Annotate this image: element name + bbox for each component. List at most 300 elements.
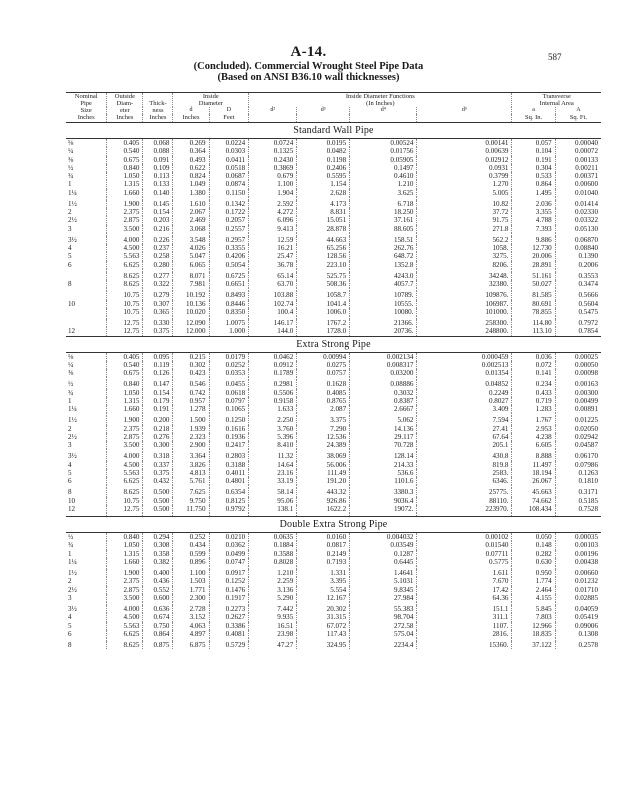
table-cell: 1.315 — [107, 180, 143, 188]
table-cell: 6.096 — [249, 216, 297, 224]
table-cell: 2.036 — [512, 200, 555, 208]
table-cell: 3380.3 — [350, 488, 417, 496]
table-row — [66, 361, 601, 369]
table-cell: 0.1810 — [555, 477, 601, 485]
table-cell: 0.00371 — [555, 172, 601, 180]
section-header — [66, 123, 601, 139]
table-cell: 536.6 — [350, 469, 417, 477]
table-cell: 0.307 — [143, 300, 173, 308]
table-cell: 33.19 — [249, 477, 297, 485]
header-nominal: Nominal Pipe Size — [74, 93, 98, 114]
table-cell: 63.70 — [249, 280, 297, 288]
table-row — [66, 577, 601, 585]
table-cell: 2.375 — [107, 577, 143, 585]
table-cell: 1.660 — [107, 558, 143, 566]
table-cell: 0.382 — [143, 558, 173, 566]
table-cell: 8.071 — [173, 272, 209, 280]
table-cell: 4.000 — [107, 452, 143, 460]
table-cell: 0.375 — [143, 327, 173, 336]
table-cell: 2.067 — [173, 208, 209, 216]
table-row — [66, 327, 601, 336]
table-cell: 0.0874 — [209, 180, 249, 188]
table-cell: 0.154 — [143, 389, 173, 397]
table-cell: 1107. — [417, 622, 512, 630]
table-cell: 3.500 — [107, 441, 143, 449]
table-cell: 4.238 — [512, 433, 555, 441]
table-cell: 0.8446 — [209, 300, 249, 308]
table-cell: 1352.8 — [350, 261, 417, 269]
table-cell: 0.0275 — [297, 361, 350, 369]
table-cell: 0.599 — [173, 550, 209, 558]
table-cell: 0.6725 — [209, 272, 249, 280]
table-cell: 0.07986 — [555, 461, 601, 469]
table-cell: 0.08840 — [555, 244, 601, 252]
table-cell: 15.051 — [297, 216, 350, 224]
table-cell: 6.065 — [173, 261, 209, 269]
table-cell: 70.728 — [350, 441, 417, 449]
table-cell: 12 — [68, 504, 76, 513]
table-cell: 100.4 — [249, 308, 297, 316]
table-cell: 0.436 — [143, 577, 173, 585]
table-cell: 0.05905 — [350, 156, 417, 164]
table-cell: 5.1031 — [350, 577, 417, 585]
table-cell: 0.002134 — [350, 352, 417, 361]
table-cell: ¾ — [68, 172, 74, 180]
table-cell: 10 — [68, 299, 76, 308]
table-cell: 10.82 — [417, 200, 512, 208]
table-cell: 191.20 — [297, 477, 350, 485]
table-cell: 1.939 — [173, 425, 209, 433]
table-cell: 1.900 — [107, 200, 143, 208]
table-cell: 0.00994 — [297, 352, 350, 361]
table-cell: 0.01040 — [555, 189, 601, 197]
table-cell: 4.063 — [173, 622, 209, 630]
table-cell: 0.864 — [512, 180, 555, 188]
table-cell: 113.10 — [512, 327, 555, 336]
table-cell: 3.409 — [417, 405, 512, 413]
table-cell: 0.1325 — [249, 147, 297, 155]
table-cell: 20736. — [350, 327, 417, 336]
table-cell: 29.117 — [350, 433, 417, 441]
table-cell: 2½ — [68, 585, 77, 594]
table-cell: 0.00102 — [417, 533, 512, 542]
table-cell: 0.4081 — [209, 630, 249, 638]
table-cell: 10.75 — [107, 497, 143, 505]
table-cell: 7.393 — [512, 225, 555, 233]
table-cell: 128.14 — [350, 452, 417, 460]
table-cell: 3.355 — [512, 208, 555, 216]
table-cell: 0.365 — [143, 308, 173, 316]
table-cell: 144.0 — [249, 327, 297, 336]
table-cell: 0.0635 — [249, 533, 297, 542]
table-cell: 0.0462 — [249, 352, 297, 361]
table-cell: 10.192 — [173, 291, 209, 299]
table-cell: 12.090 — [173, 319, 209, 327]
table-cell: 0.358 — [143, 550, 173, 558]
table-cell: 0.0499 — [209, 550, 249, 558]
table-cell: 9.935 — [249, 613, 297, 621]
table-cell: 0.179 — [143, 397, 173, 405]
table-cell: 0.00438 — [555, 558, 601, 566]
table-cell: 2.259 — [249, 577, 297, 585]
table-cell: ¾ — [68, 388, 74, 397]
unit — [350, 114, 417, 123]
table-cell: 0.824 — [173, 172, 209, 180]
table-cell: 8 — [68, 488, 72, 497]
table-cell: 27.984 — [350, 594, 417, 602]
table-cell: 0.896 — [173, 558, 209, 566]
table-cell: 0.375 — [143, 469, 173, 477]
table-cell: 0.5475 — [555, 308, 601, 316]
table-cell: 5 — [68, 468, 72, 477]
table-cell: 0.0724 — [249, 139, 297, 148]
table-cell: 5.554 — [297, 586, 350, 594]
table-cell: 0.3553 — [555, 272, 601, 280]
table-row — [66, 156, 601, 164]
table-cell: 0.133 — [143, 180, 173, 188]
table-cell — [66, 319, 107, 327]
table-cell: 3.548 — [173, 236, 209, 244]
table-cell: 4.788 — [512, 216, 555, 224]
table-cell: 0.036 — [512, 352, 555, 361]
sub-d3: d³ — [297, 107, 350, 114]
table-cell: 0.0303 — [209, 147, 249, 155]
table-cell: 88.605 — [350, 225, 417, 233]
table-cell: 0.282 — [512, 550, 555, 558]
section-title: Standard Wall Pipe — [66, 123, 601, 139]
table-cell: 0.300 — [143, 441, 173, 449]
table-cell: 0.9158 — [249, 397, 297, 405]
table-cell: 0.0687 — [209, 172, 249, 180]
table-cell: ½ — [68, 533, 74, 541]
table-cell: 0.215 — [173, 352, 209, 361]
table-subtitle: (Based on ANSI B36.10 wall thicknesses) — [217, 72, 400, 83]
table-cell: 28.878 — [297, 225, 350, 233]
table-cell: 111.49 — [297, 469, 350, 477]
table-cell: 0.00891 — [555, 405, 601, 413]
table-cell: 3.625 — [350, 189, 417, 197]
table-cell: 0.6651 — [209, 280, 249, 288]
table-cell: 65.14 — [249, 272, 297, 280]
table-cell: 2.900 — [173, 441, 209, 449]
table-cell: 1.210 — [249, 569, 297, 577]
table-cell: 443.32 — [297, 488, 350, 496]
table-cell: 0.0362 — [209, 541, 249, 549]
table-cell: 0.8765 — [297, 397, 350, 405]
table-cell: 0.148 — [512, 541, 555, 549]
table-cell: 5.563 — [107, 252, 143, 260]
table-cell: 0.0817 — [297, 541, 350, 549]
table-cell: 114.80 — [512, 319, 555, 327]
table-cell: 0.840 — [107, 380, 143, 388]
table-cell: 3.152 — [173, 613, 209, 621]
table-cell: 3½ — [68, 235, 77, 244]
table-cell: 4 — [68, 244, 72, 252]
table-cell: 6.718 — [350, 200, 417, 208]
table-cell: 9.8345 — [350, 586, 417, 594]
table-cell: 2.592 — [249, 200, 297, 208]
page-number: 587 — [548, 52, 562, 62]
table-cell: 0.00025 — [555, 352, 601, 361]
table-cell: 0.140 — [143, 189, 173, 197]
table-row — [66, 605, 601, 613]
table-cell: 4 — [68, 613, 72, 622]
table-row — [66, 216, 601, 224]
table-cell: 14.64 — [249, 461, 297, 469]
table-cell: 0.5604 — [555, 300, 601, 308]
table-cell: 0.630 — [512, 558, 555, 566]
section-header — [66, 517, 601, 533]
table-cell: 34248. — [417, 272, 512, 280]
table-cell: 3.136 — [249, 586, 297, 594]
table-cell: 0.109 — [143, 164, 173, 172]
table-row — [66, 558, 601, 566]
table-cell: 2.628 — [297, 189, 350, 197]
table-cell: 0.280 — [143, 261, 173, 269]
table-cell: ⅛ — [68, 352, 74, 361]
table-cell: 31.315 — [297, 613, 350, 621]
table-cell: 0.3188 — [209, 461, 249, 469]
table-cell: 2583. — [417, 469, 512, 477]
table-row — [66, 550, 601, 558]
table-cell: 7.670 — [417, 577, 512, 585]
table-cell: 12.966 — [512, 622, 555, 630]
unit: Inches — [143, 114, 173, 123]
table-cell: 0.237 — [143, 244, 173, 252]
table-cell: 0.0797 — [209, 397, 249, 405]
table-cell: 248800. — [417, 327, 512, 336]
table-cell: 1.904 — [249, 189, 297, 197]
table-cell: 0.675 — [107, 156, 143, 164]
table-cell: 0.3869 — [249, 164, 297, 172]
table-cell: 1.278 — [173, 405, 209, 413]
table-cell: 0.00499 — [555, 397, 601, 405]
table-cell: 0.2957 — [209, 236, 249, 244]
table-cell: 3 — [68, 224, 72, 233]
table-cell: 0.226 — [143, 236, 173, 244]
table-cell: 7.803 — [512, 613, 555, 621]
table-cell: 2.250 — [249, 416, 297, 424]
table-cell: 0.0518 — [209, 164, 249, 172]
table-cell: 0.000459 — [417, 352, 512, 361]
table-row — [66, 380, 601, 388]
table-cell: 0.1198 — [297, 156, 350, 164]
table-cell: 3.375 — [297, 416, 350, 424]
table-cell: 101000. — [417, 308, 512, 316]
table-cell: 10789. — [350, 291, 417, 299]
header-thickness: Thick- ness — [143, 93, 173, 114]
sub-D: D — [209, 107, 249, 114]
table-row — [66, 630, 601, 638]
table-cell: 4.000 — [107, 605, 143, 613]
table-cell: 0.1789 — [249, 369, 297, 377]
table-cell: 7.981 — [173, 280, 209, 288]
table-cell: 223.10 — [297, 261, 350, 269]
table-cell: 128.56 — [297, 252, 350, 260]
sub-d5: d⁵ — [417, 107, 512, 114]
table-cell: 65.256 — [297, 244, 350, 252]
table-cell: 2.323 — [173, 433, 209, 441]
table-cell: 0.072 — [512, 361, 555, 369]
table-cell: 1.4641 — [350, 569, 417, 577]
table-row — [66, 389, 601, 397]
table-cell: 0.091 — [143, 156, 173, 164]
table-cell: 0.0210 — [209, 533, 249, 542]
table-cell: 0.1065 — [209, 405, 249, 413]
table-row — [66, 369, 601, 377]
table-cell: 3.364 — [173, 452, 209, 460]
table-cell: 0.00098 — [555, 369, 601, 377]
table-title: (Concluded). Commercial Wrought Steel Pipe Data — [193, 61, 424, 72]
table-cell: 0.252 — [173, 533, 209, 542]
table-cell: 0.622 — [173, 164, 209, 172]
table-cell: 5.005 — [417, 189, 512, 197]
table-row — [66, 488, 601, 496]
table-cell: 1.100 — [173, 569, 209, 577]
table-row — [66, 569, 601, 577]
table-row — [66, 300, 601, 308]
table-cell: 0.0195 — [297, 139, 350, 148]
table-cell: 0.864 — [143, 630, 173, 638]
table-cell: 0.0252 — [209, 361, 249, 369]
table-cell: 0.00072 — [555, 147, 601, 155]
table-cell: 0.276 — [143, 433, 173, 441]
table-cell: 0.500 — [143, 497, 173, 505]
table-cell: 0.7972 — [555, 319, 601, 327]
table-cell: 0.095 — [143, 352, 173, 361]
table-cell: 28.891 — [512, 261, 555, 269]
unit: Feet — [209, 114, 249, 123]
table-cell: 0.4801 — [209, 477, 249, 485]
table-cell: 27.41 — [417, 425, 512, 433]
table-cell: 16.21 — [249, 244, 297, 252]
table-cell: 0.141 — [512, 369, 555, 377]
table-row — [66, 319, 601, 327]
table-cell: 3.068 — [173, 225, 209, 233]
table-cell: 0.2249 — [417, 389, 512, 397]
table-cell: 926.86 — [297, 497, 350, 505]
table-cell: 0.6445 — [350, 558, 417, 566]
table-cell: 0.00600 — [555, 180, 601, 188]
table-cell: 1.771 — [173, 586, 209, 594]
table-cell: 0.04059 — [555, 605, 601, 613]
table-cell: 158.51 — [350, 236, 417, 244]
table-cell: 12.000 — [173, 327, 209, 336]
table-cell: 7.442 — [249, 605, 297, 613]
table-cell: 1058.7 — [297, 291, 350, 299]
table-cell: 0.068 — [143, 139, 173, 148]
table-cell: 0.05419 — [555, 613, 601, 621]
table-cell: 146.17 — [249, 319, 297, 327]
table-cell: 0.119 — [143, 361, 173, 369]
table-cell: 88110. — [417, 497, 512, 505]
table-cell: 4.000 — [107, 236, 143, 244]
table-cell: 0.840 — [107, 164, 143, 172]
table-cell: 7.290 — [297, 425, 350, 433]
table-cell: 0.3032 — [350, 389, 417, 397]
sub-a: a — [512, 107, 555, 114]
table-cell: 0.3171 — [555, 488, 601, 496]
table-cell: 5.845 — [512, 605, 555, 613]
table-cell: 1.500 — [173, 416, 209, 424]
table-cell: 7.625 — [173, 488, 209, 496]
table-cell: 9.413 — [249, 225, 297, 233]
table-cell: 0.5506 — [249, 389, 297, 397]
table-cell: 0.05130 — [555, 225, 601, 233]
table-cell: 3.826 — [173, 461, 209, 469]
table-row — [66, 200, 601, 208]
table-cell: 3 — [68, 593, 72, 602]
sub-d2: d² — [249, 107, 297, 114]
table-cell: 67.072 — [297, 622, 350, 630]
table-cell: 1.495 — [512, 189, 555, 197]
table-cell: 10555. — [350, 300, 417, 308]
table-cell: 12.167 — [297, 594, 350, 602]
table-cell: 2.087 — [297, 405, 350, 413]
table-cell: ⅜ — [68, 369, 74, 377]
table-row — [66, 280, 601, 288]
table-cell: 0.1476 — [209, 586, 249, 594]
table-cell: 67.64 — [417, 433, 512, 441]
table-cell: 37.72 — [417, 208, 512, 216]
table-cell: 108.434 — [512, 505, 555, 513]
table-cell: 0.434 — [173, 541, 209, 549]
table-cell: 0.4085 — [297, 389, 350, 397]
table-cell: 1¼ — [68, 557, 77, 566]
table-cell: 0.304 — [512, 164, 555, 172]
table-cell: 9.750 — [173, 497, 209, 505]
table-cell: 12.75 — [107, 327, 143, 336]
table-cell: 9036.4 — [350, 497, 417, 505]
table-row — [66, 613, 601, 621]
table-cell: 10.75 — [107, 291, 143, 299]
table-cell: 1.050 — [107, 541, 143, 549]
table-cell: 18.835 — [512, 630, 555, 638]
table-cell — [66, 308, 107, 316]
table-cell: 91.75 — [417, 216, 512, 224]
table-cell: 0.3355 — [209, 244, 249, 252]
table-cell: 4.155 — [512, 594, 555, 602]
table-cell: 12.75 — [107, 505, 143, 513]
table-cell: 0.308 — [143, 541, 173, 549]
table-cell: 0.00050 — [555, 361, 601, 369]
table-cell: 0.203 — [143, 216, 173, 224]
unit: Inches — [66, 114, 107, 123]
table-cell: 311.1 — [417, 613, 512, 621]
sub-d4: d⁴ — [350, 107, 417, 114]
table-row — [66, 405, 601, 413]
table-cell: 2 — [68, 208, 72, 216]
header-inside: Inside Diameter — [173, 93, 249, 107]
table-cell: 0.2430 — [249, 156, 297, 164]
table-cell: 0.04852 — [417, 380, 512, 388]
table-cell: 5 — [68, 621, 72, 630]
table-cell: 0.3588 — [249, 550, 297, 558]
table-cell: 0.400 — [143, 569, 173, 577]
table-cell: 525.75 — [297, 272, 350, 280]
table-cell: 151.1 — [417, 605, 512, 613]
table-cell: 0.1252 — [209, 577, 249, 585]
table-cell: 10.75 — [107, 308, 143, 316]
table-row — [66, 236, 601, 244]
table-cell: 0.2057 — [209, 216, 249, 224]
table-cell: 4.026 — [173, 244, 209, 252]
table-cell: 0.01540 — [417, 541, 512, 549]
table-row — [66, 397, 601, 405]
table-cell: 23.16 — [249, 469, 297, 477]
table-cell: 20.302 — [297, 605, 350, 613]
table-cell: 819.8 — [417, 461, 512, 469]
